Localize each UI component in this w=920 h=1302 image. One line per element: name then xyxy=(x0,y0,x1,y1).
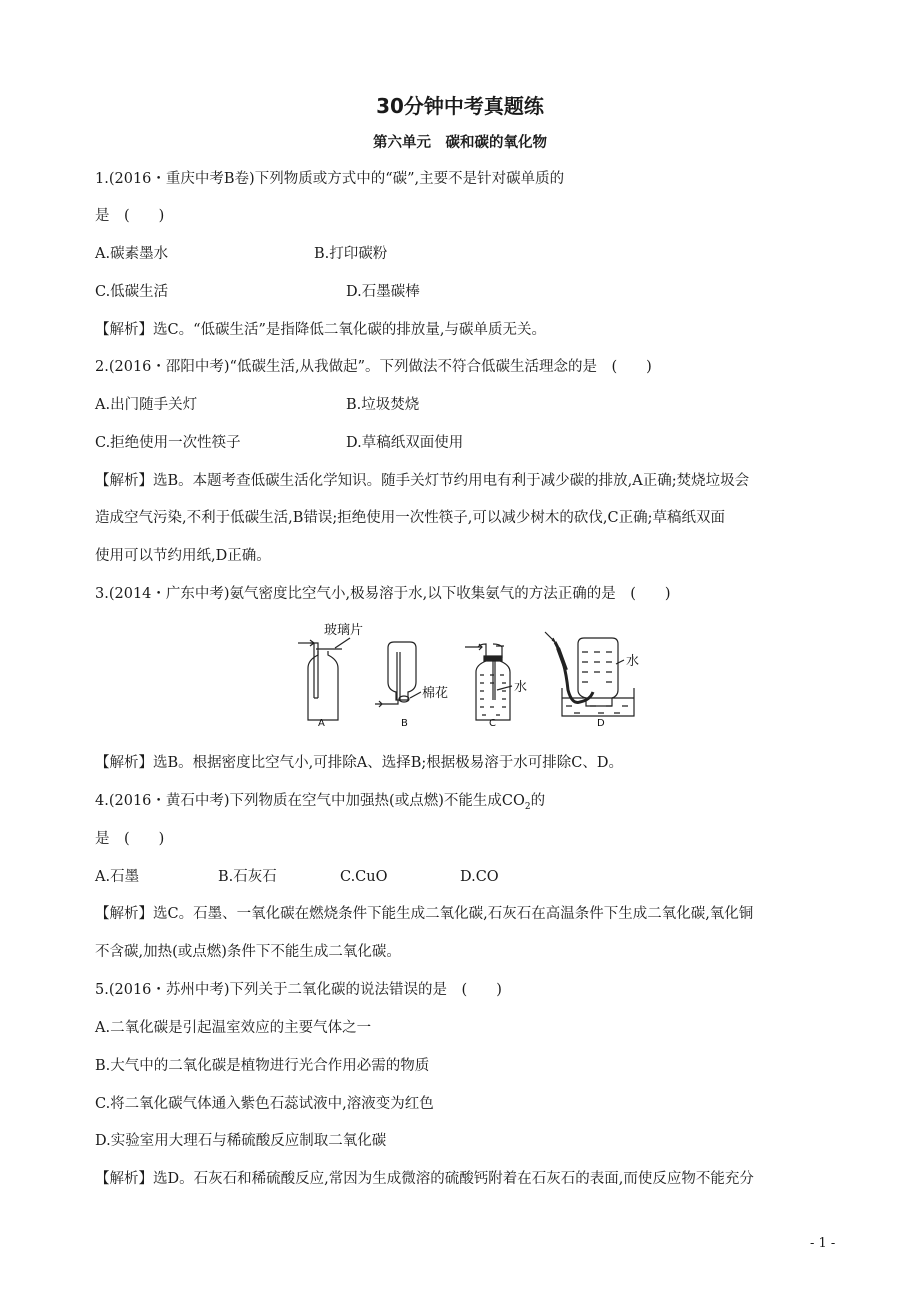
q3-apparatus-figure xyxy=(290,620,650,730)
q4-stem xyxy=(95,791,545,817)
q3-analysis: 【解析】选B。根据密度比空气小,可排除A、选择B;根据极易溶于水可排除C、D。 xyxy=(95,755,623,771)
q4-analysis-line: 不含碳,加热(或点燃)条件下不能生成二氧化碳。 xyxy=(95,944,401,960)
q4-option-d: D.CO xyxy=(460,869,499,885)
apparatus-a xyxy=(298,622,363,729)
q1-option-b: B.打印碳粉 xyxy=(314,246,388,262)
q2-analysis-line: 造成空气污染,不利于低碳生活,B错误;拒绝使用一次性筷子,可以减少树木的砍伐,C正确;草稿纸双面 xyxy=(95,510,725,526)
q4-subscript: 2 xyxy=(524,801,531,812)
q2-analysis-line: 【解析】选B。本题考查低碳生活化学知识。随手关灯节约用电有利于减少碳的排放,A正确;焚烧垃圾会 xyxy=(95,473,750,489)
glass-plate-label: 玻璃片 xyxy=(324,623,364,638)
q4-option-b: B.石灰石 xyxy=(218,869,277,885)
q4-stem-text: 4.(2016・黄石中考)下列物质在空气中加强热(或点燃)不能生成CO xyxy=(95,793,525,809)
water-label-c: 水 xyxy=(514,680,528,695)
q4-stem-tail: 的 xyxy=(530,793,546,809)
apparatus-b xyxy=(375,642,448,729)
q5-option-d: D.实验室用大理石与稀硫酸反应制取二氧化碳 xyxy=(95,1133,387,1149)
label-b: B xyxy=(401,718,408,729)
q3-stem: 3.(2014・广东中考)氨气密度比空气小,极易溶于水,以下收集氨气的方法正确的是 ( ) xyxy=(95,586,671,602)
q2-option-d: D.草稿纸双面使用 xyxy=(346,435,464,451)
label-d: D xyxy=(597,718,605,729)
q1-option-a: A.碳素墨水 xyxy=(95,246,169,262)
q2-analysis-line: 使用可以节约用纸,D正确。 xyxy=(95,548,271,564)
q4-stem-cont: 是 ( ) xyxy=(95,831,165,847)
q4-analysis-line: 【解析】选C。石墨、一氧化碳在燃烧条件下能生成二氧化碳,石灰石在高温条件下生成二氧化碳,氧化铜 xyxy=(95,906,754,922)
q5-stem: 5.(2016・苏州中考)下列关于二氧化碳的说法错误的是 ( ) xyxy=(95,982,502,998)
q2-stem: 2.(2016・邵阳中考)“低碳生活,从我做起”。下列做法不符合低碳生活理念的是 ( ) xyxy=(95,359,652,375)
label-c: C xyxy=(489,718,496,729)
apparatus-c xyxy=(465,644,527,729)
page-number: - 1 - xyxy=(810,1236,836,1251)
page-title: 30分钟中考真题练 xyxy=(376,94,544,118)
unit-subtitle: 第六单元 碳和碳的氧化物 xyxy=(373,135,547,151)
q5-analysis: 【解析】选D。石灰石和稀硫酸反应,常因为生成微溶的硫酸钙附着在石灰石的表面,而使反应物不能充分 xyxy=(95,1171,754,1187)
q5-option-b: B.大气中的二氧化碳是植物进行光合作用必需的物质 xyxy=(95,1058,430,1074)
q1-stem-cont: 是 ( ) xyxy=(95,208,165,224)
q1-stem: 1.(2016・重庆中考B卷)下列物质或方式中的“碳”,主要不是针对碳单质的 xyxy=(95,171,565,187)
water-label-d: 水 xyxy=(626,654,640,669)
apparatus-d xyxy=(545,632,639,729)
q4-option-c: C.CuO xyxy=(340,869,388,885)
label-a: A xyxy=(318,718,325,729)
q2-option-a: A.出门随手关灯 xyxy=(95,397,198,413)
q1-option-d: D.石墨碳棒 xyxy=(346,284,420,300)
cotton-label: 棉花 xyxy=(422,686,449,701)
q2-option-c: C.拒绝使用一次性筷子 xyxy=(95,435,241,451)
q5-option-a: A.二氧化碳是引起温室效应的主要气体之一 xyxy=(95,1020,372,1036)
q4-option-a: A.石墨 xyxy=(95,869,140,885)
q2-option-b: B.垃圾焚烧 xyxy=(346,397,420,413)
q5-option-c: C.将二氧化碳气体通入紫色石蕊试液中,溶液变为红色 xyxy=(95,1096,434,1112)
q1-analysis: 【解析】选C。“低碳生活”是指降低二氧化碳的排放量,与碳单质无关。 xyxy=(95,322,547,338)
q1-option-c: C.低碳生活 xyxy=(95,284,169,300)
